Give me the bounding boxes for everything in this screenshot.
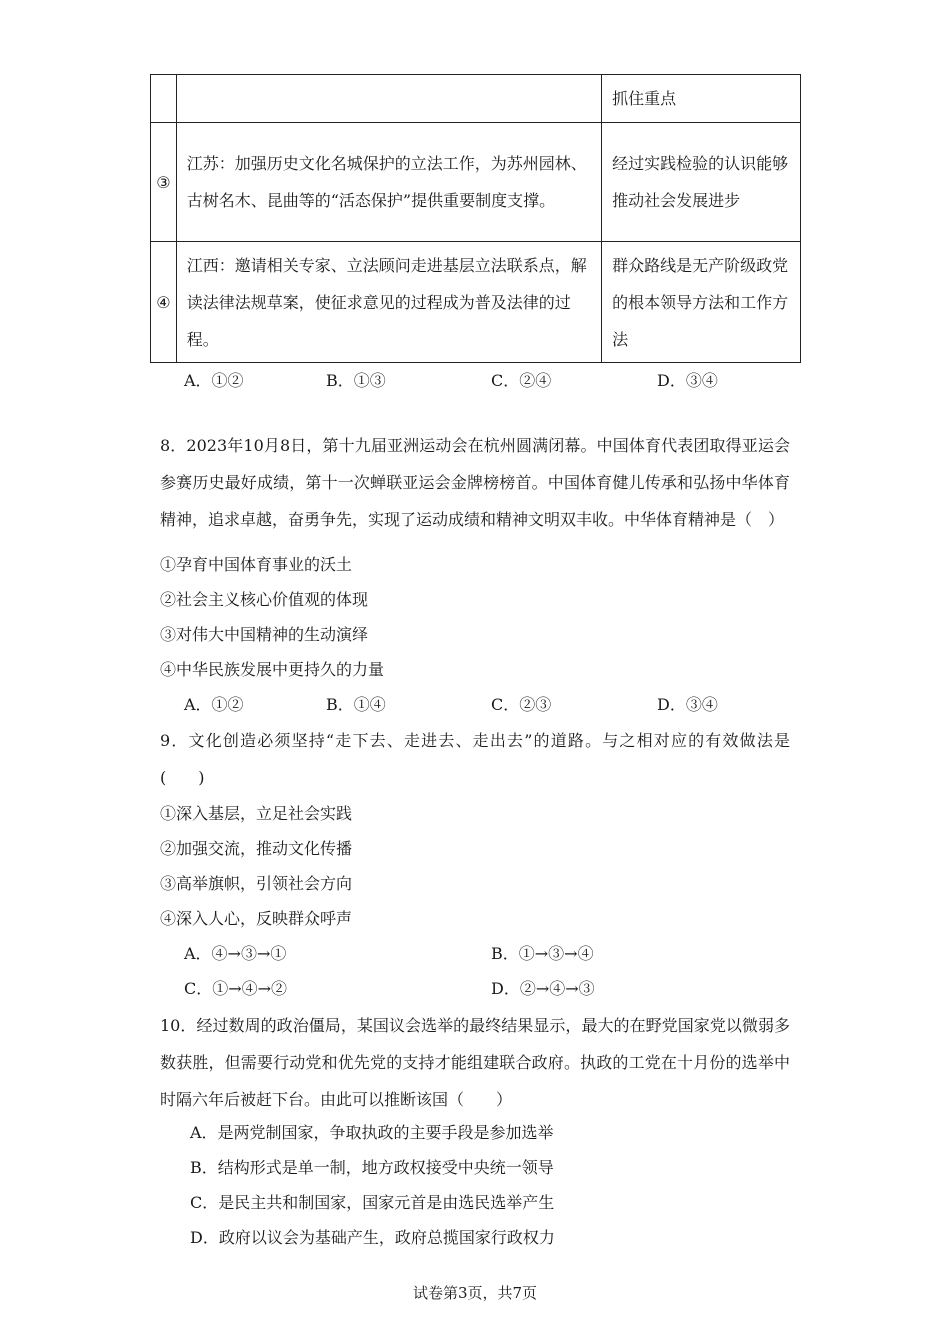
q7-option-b[interactable]: B．①③ (326, 371, 386, 390)
row-number: ④ (151, 242, 177, 363)
q9-item-1: ①深入基层，立足社会实践 (160, 804, 353, 823)
q8-option-a[interactable]: A．①② (184, 695, 244, 714)
table-row (151, 123, 801, 242)
table-row (151, 75, 801, 123)
q8-item-3: ③对伟大中国精神的生动演绎 (160, 625, 369, 644)
q9-option-c[interactable]: C．①→④→② (184, 979, 288, 998)
q9-item-2: ②加强交流，推动文化传播 (160, 839, 353, 858)
row-description: 江西：邀请相关专家、立法顾问走进基层立法联系点，解读法律法规草案，使征求意见的过程成为普及法律的过程。 (176, 242, 601, 363)
q9-option-a[interactable]: A．④→③→① (184, 944, 287, 963)
q7-option-a[interactable]: A．①② (184, 371, 244, 390)
comparison-table (150, 74, 801, 363)
q10-option-d[interactable]: D．政府以议会为基础产生，政府总揽国家行政权力 (190, 1228, 555, 1247)
q8-item-4: ④中华民族发展中更持久的力量 (160, 660, 385, 679)
page-footer: 试卷第3页，共7页 (412, 1284, 538, 1302)
q8-option-b[interactable]: B．①④ (326, 695, 386, 714)
q8-option-c[interactable]: C．②③ (491, 695, 552, 714)
q9-option-b[interactable]: B．①→③→④ (491, 944, 594, 963)
q7-option-d[interactable]: D．③④ (657, 371, 718, 390)
q8-stem: 8．2023年10月8日，第十九届亚洲运动会在杭州圆满闭幕。中国体育代表团取得亚运会参赛历史最好成绩，第十一次蝉联亚运会金牌榜榜首。中国体育健儿传承和弘扬中华体育精神，追求卓越，奋勇争先，实现了运动成绩和精神文明双丰收。中华体育精神是（ ） (160, 436, 790, 529)
row-viewpoint: 群众路线是无产阶级政党的根本领导方法和工作方法 (602, 242, 801, 363)
table-row (151, 242, 801, 363)
q9-item-4: ④深入人心，反映群众呼声 (160, 909, 353, 928)
row-number: ③ (151, 123, 177, 242)
q8-item-1: ①孕育中国体育事业的沃土 (160, 555, 353, 574)
row-description: 江苏：加强历史文化名城保护的立法工作，为苏州园林、古树名木、昆曲等的“活态保护”提供重要制度支撑。 (176, 123, 601, 242)
q8-item-2: ②社会主义核心价值观的体现 (160, 590, 369, 609)
row-viewpoint: 经过实践检验的认识能够推动社会发展进步 (602, 123, 801, 242)
q10-option-c[interactable]: C．是民主共和制国家，国家元首是由选民选举产生 (190, 1193, 555, 1212)
q7-option-c[interactable]: C．②④ (491, 371, 552, 390)
row-description (176, 75, 601, 123)
row-viewpoint: 抓住重点 (602, 75, 801, 123)
q9-item-3: ③高举旗帜，引领社会方向 (160, 874, 353, 893)
q10-option-b[interactable]: B．结构形式是单一制，地方政权接受中央统一领导 (190, 1158, 554, 1177)
q10-stem: 10．经过数周的政治僵局，某国议会选举的最终结果显示，最大的在野党国家党以微弱多数获胜，但需要行动党和优先党的支持才能组建联合政府。执政的工党在十月份的选举中时隔六年后被赶下台。由此可以推断该国（ ） (160, 1016, 790, 1109)
q9-stem: 9．文化创造必须坚持“走下去、走进去、走出去”的道路。与之相对应的有效做法是( ) (160, 731, 790, 787)
row-number (151, 75, 177, 123)
q8-option-d[interactable]: D．③④ (657, 695, 718, 714)
q10-option-a[interactable]: A．是两党制国家，争取执政的主要手段是参加选举 (190, 1123, 554, 1142)
q9-option-d[interactable]: D．②→④→③ (491, 979, 595, 998)
